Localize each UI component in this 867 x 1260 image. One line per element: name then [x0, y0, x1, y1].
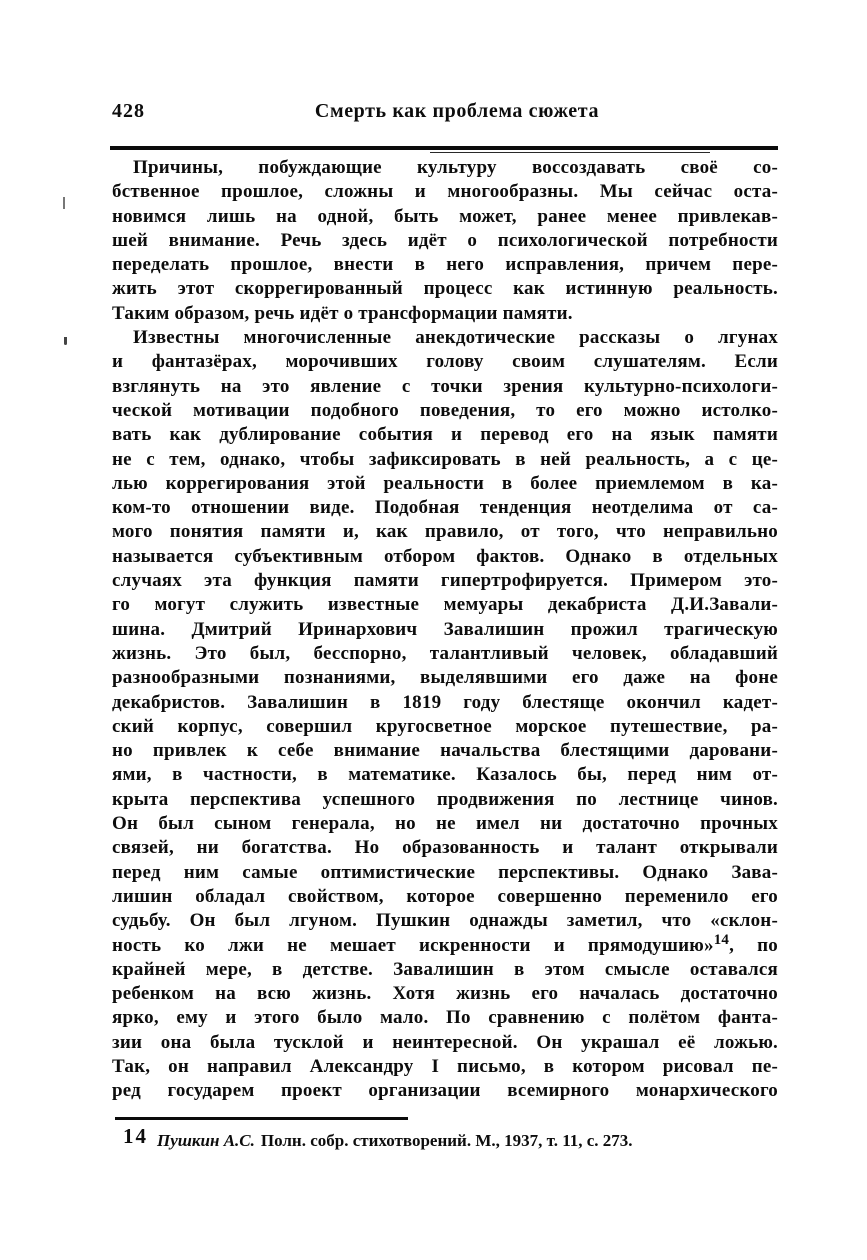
body-line: лью коррегирования этой реальности в более приемлемом в ка- [112, 472, 778, 494]
running-title: Смерть как проблема сюжета [314, 100, 600, 122]
body-line: переделать прошлое, внести в него исправления, причем пере- [112, 254, 778, 276]
body-line: жить этот скоррегированный процесс как истинную реальность. [112, 278, 778, 300]
body-line: Он был сыном генерала, но не имел ни достаточно прочных [112, 813, 778, 835]
body-line: но привлек к себе внимание начальства блестящими даровани- [112, 740, 778, 762]
page-header [112, 100, 778, 130]
body-line: судьбу. Он был лгуном. Пушкин однажды заметил, что «склон- [112, 910, 778, 932]
paragraph [112, 156, 778, 326]
header-rule-echo [430, 152, 710, 153]
footnote-reference: 14 [713, 931, 730, 948]
body-line: перед ним самые оптимистические перспективы. Однако Зава- [112, 861, 778, 883]
footnote-text: Полн. собр. стихотворений. М., 1937, т. 11, с. 273. [260, 1131, 633, 1150]
body-line: вать как дублирование события и перевод его на язык памяти [112, 424, 778, 446]
body-line: случаях эта функция памяти гипертрофируется. Примером это- [112, 570, 778, 592]
body-line: ский корпус, совершил кругосветное морское путешествие, ра- [112, 715, 778, 737]
body-line: Причины, побуждающие культуру воссоздавать своё со- [133, 157, 778, 178]
body-line: Таким образом, речь идёт о трансформации памяти. [112, 302, 573, 324]
body-line: взглянуть на это явление с точки зрения культурно-психологи- [112, 375, 778, 397]
body-line: разнообразными познаниями, выделявшими его даже на фоне [112, 667, 778, 689]
body-line: не с тем, однако, чтобы зафиксировать в ней реальность, а с це- [112, 448, 778, 470]
scan-speck [64, 337, 67, 345]
scan-speck [63, 197, 65, 209]
page-number: 428 [112, 100, 145, 122]
body-line: новимся лишь на одной, быть может, ранее менее привлекав- [112, 205, 778, 227]
footnote-author: Пушкин А.С. [157, 1131, 255, 1150]
body-line: шей внимание. Речь здесь идёт о психологической потребности [112, 229, 778, 251]
body-line: зии она была тусклой и неинтересной. Он украшал её ложью. [112, 1031, 778, 1053]
body-line: ность ко лжи не мешает искренности и прямодушию»$^{14}$, по [112, 931, 778, 956]
body-line: ребенком на всю жизнь. Хотя жизнь его началась достаточно [112, 983, 778, 1005]
body-line: бственное прошлое, сложны и многообразны. Мы сейчас оста- [112, 181, 778, 203]
body-line: называется субъективным отбором фактов. Однако в отдельных [112, 545, 778, 567]
body-line: жизнь. Это был, бесспорно, талантливый человек, обладавший [112, 642, 778, 664]
body-line: го могут служить известные мемуары декабриста Д.И.Завали- [112, 594, 778, 616]
body-line: крайней мере, в детстве. Завалишин в этом смысле оставался [112, 958, 778, 980]
footnote-rule [115, 1117, 408, 1120]
body-line: Известны многочисленные анекдотические рассказы о лгунах [133, 327, 778, 349]
body-line: ями, в частности, в математике. Казалось бы, перед ним от- [112, 764, 778, 786]
body-line: ком-то отношении виде. Подобная тенденция неотделима от са- [112, 497, 778, 519]
body-text [112, 156, 778, 1104]
body-line: мого понятия памяти и, как правило, от того, что неправильно [112, 521, 778, 543]
body-line: шина. Дмитрий Иринархович Завалишин прожил трагическую [112, 618, 778, 640]
footnote [123, 1124, 778, 1152]
body-line: связей, ни богатства. Но образованность и талант открывали [112, 837, 778, 859]
body-line: ред государем проект организации всемирного монархического [112, 1080, 778, 1102]
body-line: лишин обладал свойством, которое совершенно переменило его [112, 885, 778, 907]
header-rule [110, 146, 778, 150]
body-line: ярко, ему и этого было мало. По сравнению с полётом фанта- [112, 1007, 778, 1029]
body-line: Так, он направил Александру I письмо, в котором рисовал пе- [112, 1055, 778, 1077]
body-line: декабристов. Завалишин в 1819 году блестяще окончил кадет- [112, 691, 778, 713]
body-line: и фантазёрах, морочивших голову своим слушателям. Если [112, 351, 778, 373]
body-line: ческой мотивации подобного поведения, то его можно истолко- [112, 399, 778, 421]
paragraph [112, 326, 778, 1104]
footnote-marker: 14 [123, 1124, 148, 1148]
body-line: крыта перспектива успешного продвижения по лестнице чинов. [112, 788, 778, 810]
